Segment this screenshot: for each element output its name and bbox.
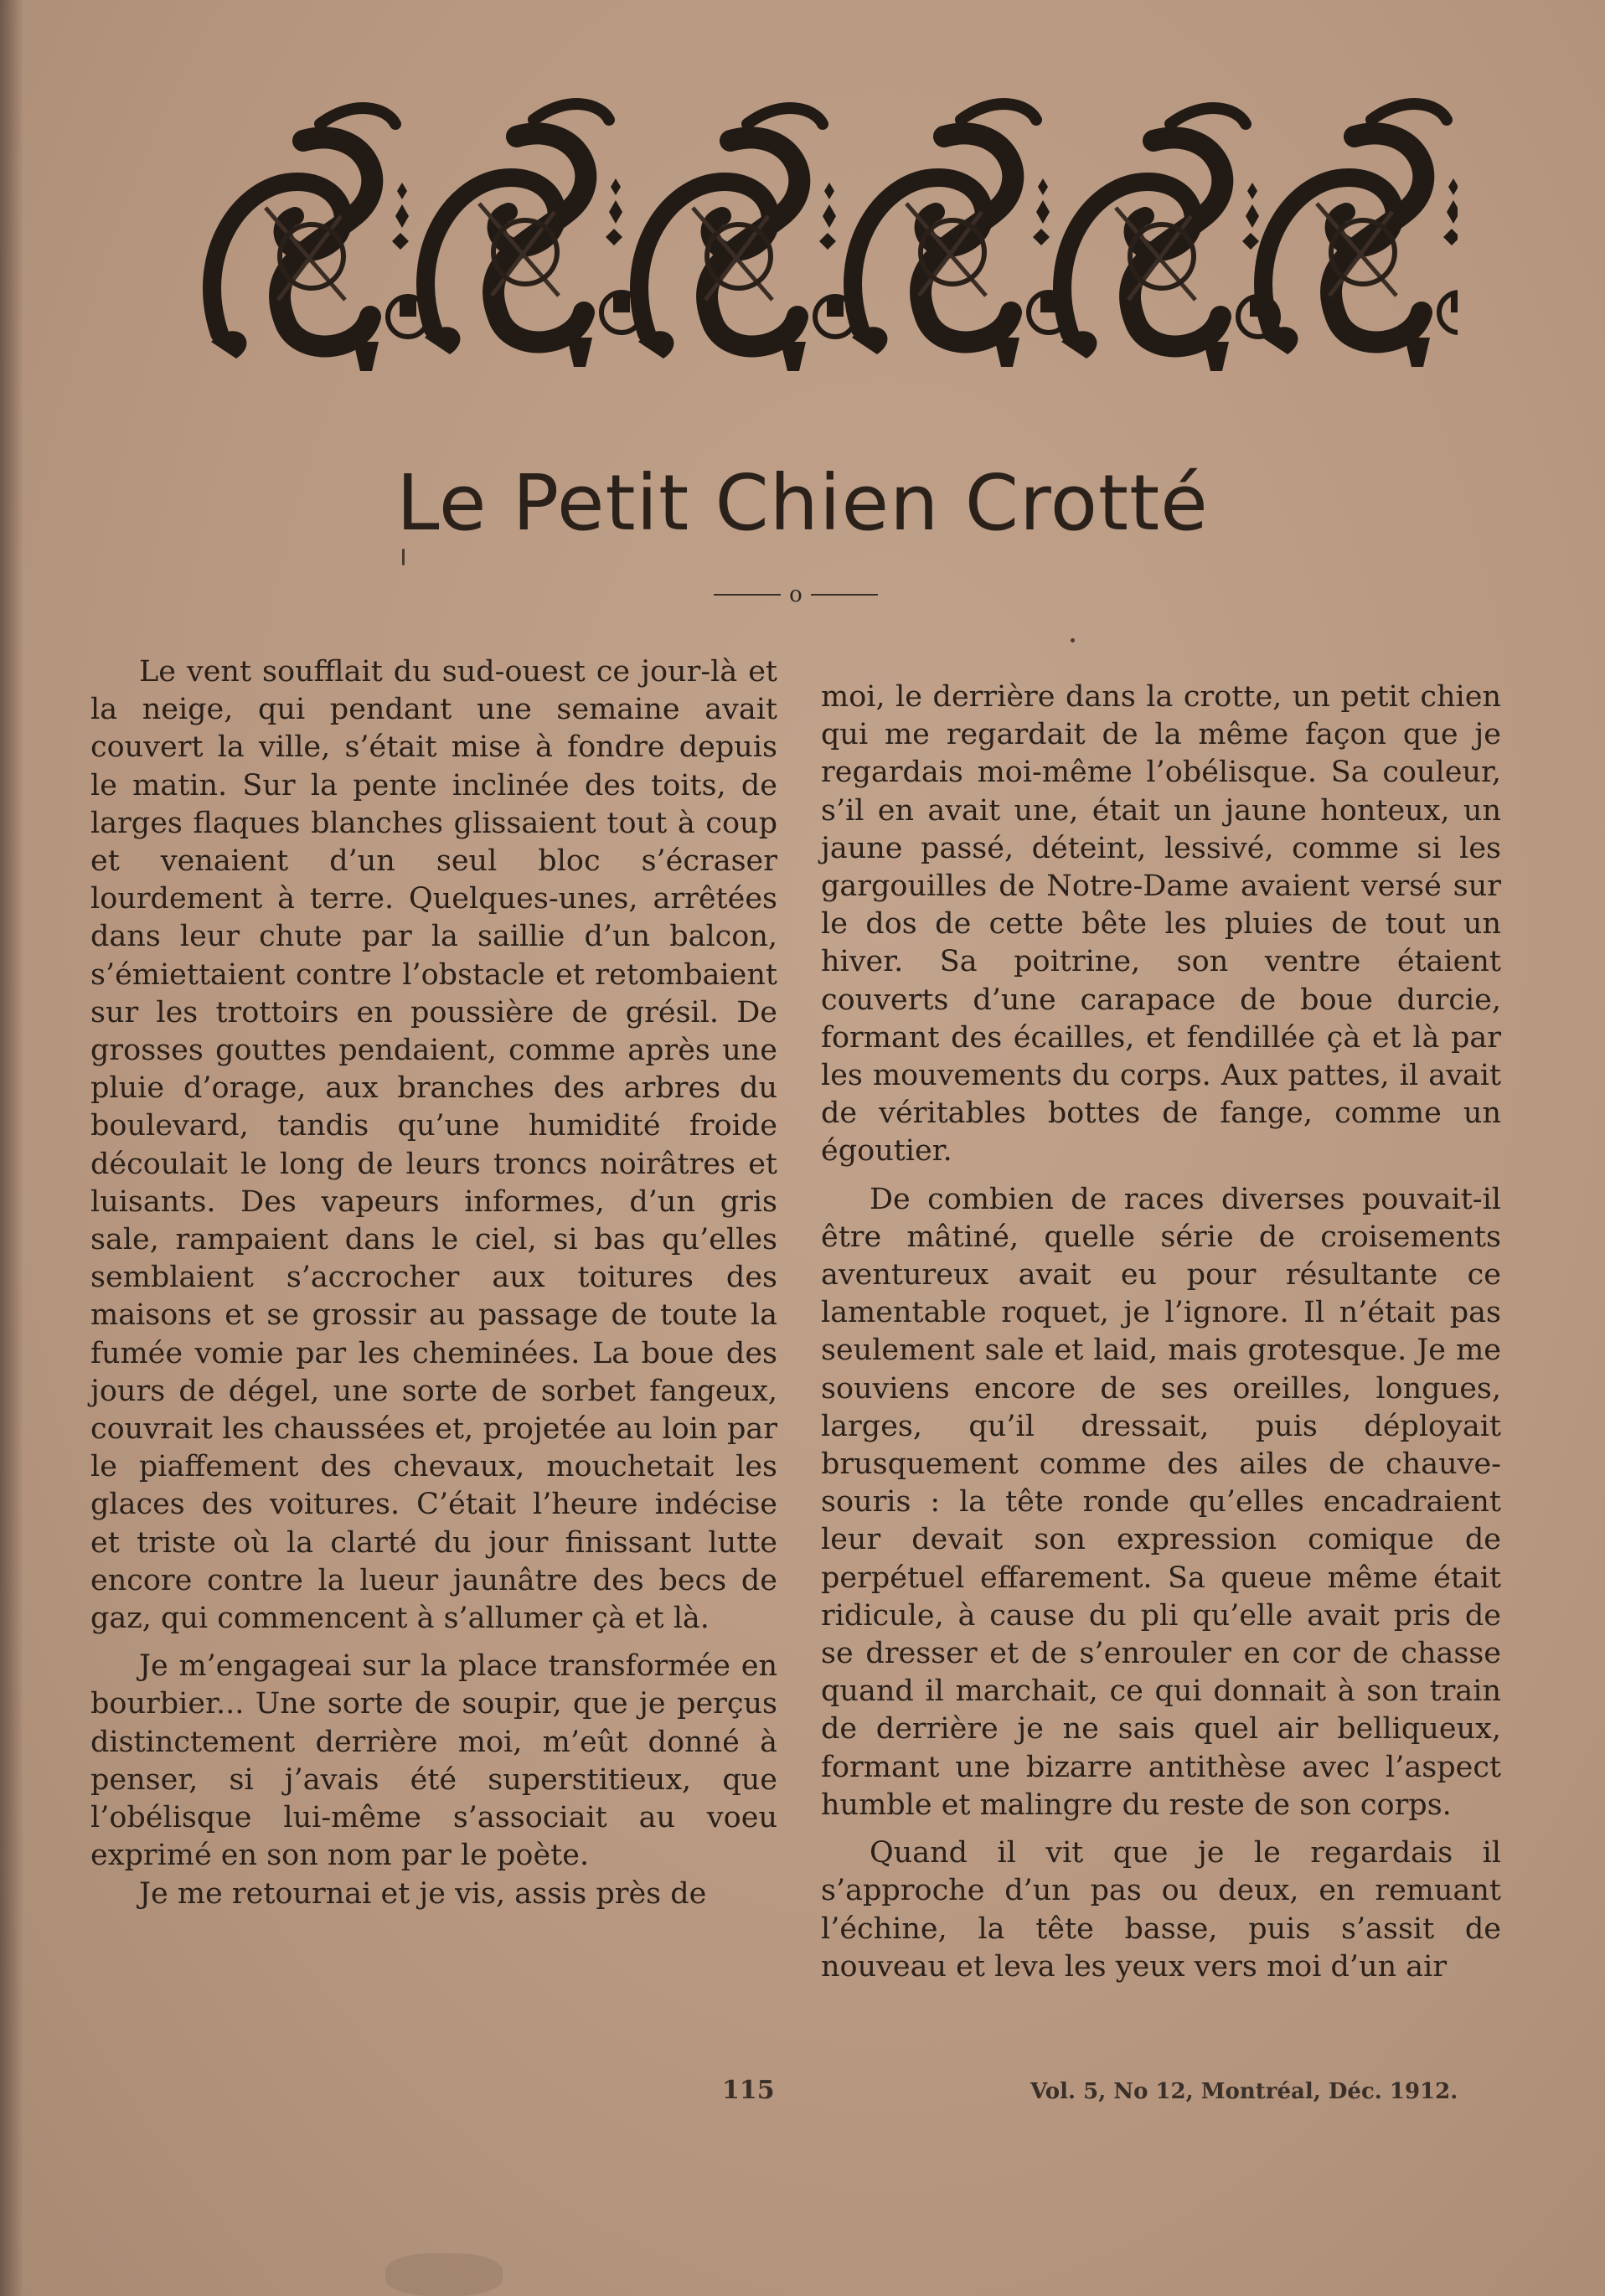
right-column	[821, 678, 1501, 1986]
article-title: Le Petit Chien Crotté	[396, 457, 1209, 548]
divider-rule-left	[714, 594, 781, 596]
page-number: 115	[722, 2076, 775, 2105]
paragraph: Je me retournai et je vis, assis près de	[139, 1876, 707, 1911]
title-divider	[704, 582, 888, 607]
ornamental-banner	[186, 90, 1458, 384]
paper-speck	[1071, 638, 1075, 642]
paper-speck	[402, 549, 405, 565]
paragraph: moi, le derrière dans la crotte, un petit chien qui me regardait de la même façon que je regardais moi-même l’obélisque. Sa couleur, s’il en avait une, était un jaune honteux, un jaune passé, déteint, lessivé, comme si les gargouilles de Notre-Dame avaient versé sur le dos de cette bête les pluies de tout un hiver. Sa poitrine, son ventre étaient couverts d’une carapace de boue durcie, formant des écailles, et fendillée çà et là par les mouvements du corps. Aux pattes, il avait de véritables bottes de fange, comme un égoutier.	[821, 680, 1501, 1169]
left-column	[90, 653, 777, 1913]
divider-rule-right	[811, 594, 878, 596]
divider-mark: o	[789, 582, 802, 607]
paper-stain	[385, 2253, 503, 2296]
issue-line: Vol. 5, No 12, Montréal, Déc. 1912.	[1030, 2079, 1458, 2104]
paragraph: Quand il vit que je le regardais il s’approche d’un pas ou deux, en remuant l’échine, la tête basse, puis s’assit de nouveau et leva les yeux vers moi d’un air	[821, 1836, 1501, 1984]
paragraph: Je m’engageai sur la place transformée en bourbier... Une sorte de soupir, que je perçus distinctement derrière moi, m’eût donné à penser, si j’avais été superstitieux, que l’obélisque lui-même s’associait au voeu exprimé en son nom par le poète.	[90, 1649, 777, 1873]
paragraph: Le vent soufflait du sud-ouest ce jour-là et la neige, qui pendant une semaine avait couvert la ville, s’était mise à fondre depuis le matin. Sur la pente inclinée des toits, de larges flaques blanches glissaient tout à coup et venaient d’un seul bloc s’écraser lourdement à terre. Quelques-unes, arrêtées dans leur chute par la saillie d’un balcon, s’émiettaient contre l’obstacle et retombaient sur les trottoirs en poussière de grésil. De grosses gouttes pendaient, comme après une pluie d’orage, aux branches des arbres du boulevard, tandis qu’une humidité froide découlait le long de leurs troncs noirâtres et luisants. Des vapeurs informes, d’un gris sale, rampaient dans le ciel, si bas qu’elles semblaient s’accrocher aux toitures des maisons et se grossir au passage de toute la fumée vomie par les cheminées. La boue des jours de dégel, une sorte de sorbet fangeux, couvrait les chaussées et, projetée au loin par le piaffement des chevaux, mouchetait les glaces des voitures. C’était l’heure indécise et triste où la clarté du jour finissant lutte encore contre la lueur jaunâtre des becs de gaz, qui commencent à s’allumer çà et là.	[90, 655, 777, 1636]
paragraph: De combien de races diverses pouvait-il être mâtiné, quelle série de croisements aventureux avait eu pour résultante ce lamentable roquet, je l’ignore. Il n’était pas seulement sale et laid, mais grotesque. Je me souviens encore de ses oreilles, longues, larges, qu’il dressait, puis déployait brusquement comme des ailes de chauve-souris : la tête ronde qu’elles encadraient leur devait son expression comique de perpétuel effarement. Sa queue même était ridicule, à cause du pli qu’elle avait pris de se dresser et de s’enrouler en cor de chasse quand il marchait, ce qui donnait à son train de derrière je ne sais quel air belliqueux, formant une bizarre antithèse avec l’aspect humble et malingre du reste de son corps.	[821, 1182, 1501, 1822]
page-edge-shadow	[0, 0, 23, 2296]
s-scroll-ornament-icon	[211, 108, 428, 371]
